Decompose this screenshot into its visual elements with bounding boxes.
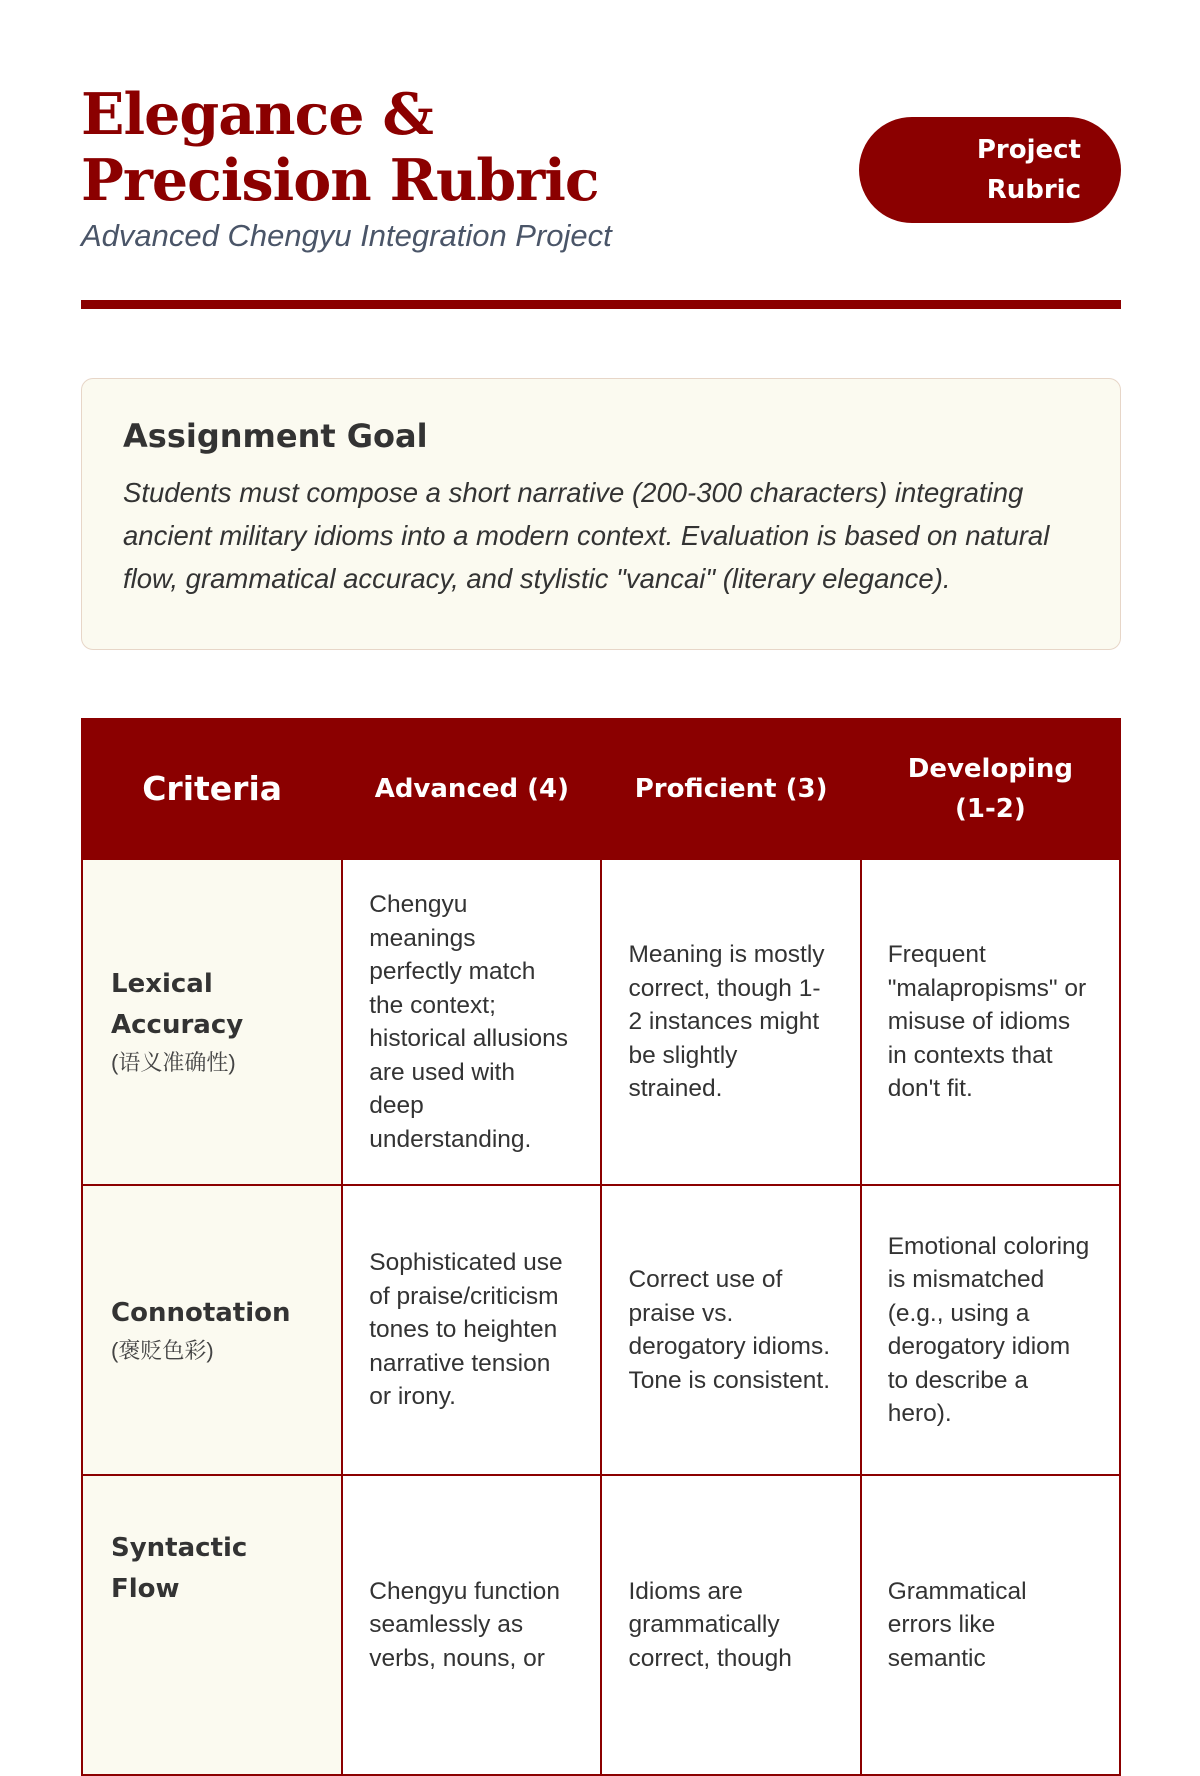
header-developing: Developing (1-2) xyxy=(861,719,1120,859)
table-header-row xyxy=(82,719,1120,859)
assignment-goal-text: Students must compose a short narrative (200-300 characters) integrating ancient military idioms into a modern context. Evaluation is based on natural flow, grammatical accuracy, and stylistic "vancai" (literary elegance). xyxy=(123,477,1050,594)
header-divider xyxy=(81,300,1121,309)
assignment-goal-box xyxy=(81,378,1121,650)
table-row xyxy=(82,1185,1120,1475)
developing-cell: Frequent "malapropisms" or misuse of idioms in contexts that don't fit. xyxy=(861,859,1120,1185)
proficient-cell: Meaning is mostly correct, though 1-2 instances might be slightly strained. xyxy=(601,859,860,1185)
criterion-chinese: (语义准确性) xyxy=(111,1050,236,1075)
developing-cell: Grammatical errors like semantic xyxy=(861,1475,1120,1775)
header-advanced: Advanced (4) xyxy=(342,719,601,859)
header-criteria: Criteria xyxy=(82,719,342,859)
criterion-name: Lexical Accuracy xyxy=(111,969,244,1040)
advanced-cell: Chengyu function seamlessly as verbs, nouns, or xyxy=(342,1475,601,1775)
rubric-table xyxy=(81,718,1121,1776)
assignment-goal-heading: Assignment Goal xyxy=(123,417,428,455)
criterion-cell xyxy=(82,1475,342,1775)
advanced-cell: Sophisticated use of praise/criticism tones to heighten narrative tension or irony. xyxy=(342,1185,601,1475)
criterion-name: Syntactic Flow xyxy=(111,1533,248,1604)
table-row xyxy=(82,859,1120,1185)
rubric-page xyxy=(81,0,1121,1672)
developing-cell: Emotional coloring is mismatched (e.g., using a derogatory idiom to describe a hero). xyxy=(861,1185,1120,1475)
header-proficient: Proficient (3) xyxy=(601,719,860,859)
criterion-cell xyxy=(82,859,342,1185)
header xyxy=(81,0,1121,300)
advanced-cell: Chengyu meanings perfectly match the context; historical allusions are used with deep understanding. xyxy=(342,859,601,1185)
project-rubric-badge: Project Rubric xyxy=(859,117,1121,223)
criterion-name: Connotation xyxy=(111,1297,291,1328)
criterion-chinese: (褒贬色彩) xyxy=(111,1337,214,1363)
page-subtitle: Advanced Chengyu Integration Project xyxy=(81,218,612,253)
table-row xyxy=(82,1475,1120,1775)
proficient-cell: Correct use of praise vs. derogatory idioms. Tone is consistent. xyxy=(601,1185,860,1475)
proficient-cell: Idioms are grammatically correct, though xyxy=(601,1475,860,1775)
page-title: Elegance & Precision Rubric xyxy=(81,81,599,214)
criterion-cell xyxy=(82,1185,342,1475)
